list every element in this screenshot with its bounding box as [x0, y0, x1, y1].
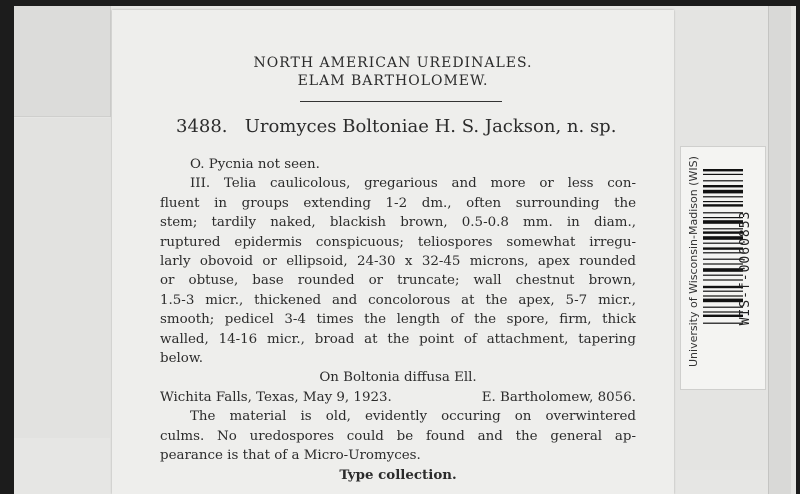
- barcode-bar: [703, 247, 743, 249]
- description-line: 1.5-3 micr., thickened and concolorous at the apex, 5-7 micr.,: [160, 292, 636, 308]
- remark-line: pearance is that of a Micro-Uromyces.: [160, 448, 421, 464]
- barcode-bar: [703, 252, 743, 253]
- description-line: below.: [160, 351, 203, 367]
- specimen-label: [112, 10, 674, 494]
- barcode-bar: [703, 201, 743, 202]
- barcode-image: [703, 169, 743, 365]
- barcode-bar: [703, 185, 743, 187]
- catalog-code: WIS-f-0060853: [738, 210, 753, 326]
- barcode-bar: [703, 286, 743, 288]
- barcode-bar: [703, 263, 743, 264]
- barcode-bar: [703, 196, 743, 197]
- envelope-flap: [14, 6, 111, 117]
- barcode-bar: [703, 169, 743, 171]
- collection-row: [160, 388, 636, 407]
- institution-text: University of Wisconsin-Madison (WIS): [687, 156, 700, 367]
- barcode-sticker: [680, 146, 766, 390]
- remarks: [160, 407, 636, 465]
- barcode-bar: [703, 174, 743, 175]
- description-line: fluent in groups extending 1-2 dm., often surrounding the: [160, 195, 636, 211]
- locality-date: Wichita Falls, Texas, May 9, 1923.: [160, 389, 392, 405]
- barcode-bar: [703, 243, 743, 244]
- description-line: stem; tardily naked, blackish brown, 0.5-0.8 mm. in diam.,: [160, 215, 636, 231]
- barcode-bar: [703, 180, 743, 181]
- barcode-bar: [703, 259, 743, 260]
- description-line: ruptured epidermis conspicuous; teliospores somewhat irregu-: [160, 234, 636, 250]
- remark-line: culms. No uredospores could be found and the general ap-: [160, 428, 636, 444]
- description-line: or obtuse, base rounded or truncate; wall chestnut brown,: [160, 273, 636, 289]
- barcode-bar: [703, 190, 743, 194]
- barcode-bar: [703, 228, 743, 229]
- envelope-edge: [768, 6, 791, 494]
- remark-line: The material is old, evidently occuring on overwintered: [190, 409, 636, 425]
- header-rule: [300, 101, 502, 102]
- species-title: 3488. Uromyces Boltoniae H. S. Jackson, n. sp.: [176, 116, 617, 137]
- barcode-bar: [703, 315, 743, 317]
- barcode-bar: [703, 295, 743, 296]
- barcode-bar: [703, 275, 743, 276]
- host-line: On Boltonia diffusa Ell.: [319, 370, 477, 386]
- description-line: III. Telia caulicolous, gregarious and more or less con-: [190, 176, 636, 192]
- barcode-bar: [703, 268, 743, 272]
- barcode-bar: [703, 311, 743, 312]
- barcode-bar: [703, 323, 743, 324]
- telia-description: [160, 174, 636, 368]
- barcode-bar: [703, 236, 743, 240]
- type-collection-label: Type collection.: [339, 466, 457, 483]
- pycnia-note: O. Pycnia not seen.: [190, 157, 320, 172]
- barcode-bar: [703, 212, 743, 213]
- description-body: [160, 155, 636, 485]
- collector-name-header: ELAM BARTHOLOMEW.: [297, 73, 489, 89]
- series-title: NORTH AMERICAN UREDINALES.: [253, 55, 533, 71]
- description-line: walled, 14-16 micr., broad at the point of attachment, tapering: [160, 331, 636, 347]
- barcode-bar: [703, 307, 743, 308]
- barcode-bar: [703, 204, 743, 206]
- description-line: larly obovoid or ellipsoid, 24-30 x 32-45 microns, apex rounded: [160, 254, 636, 270]
- barcode-bar: [703, 231, 743, 233]
- description-line: smooth; pedicel 3-4 times the length of the spore, firm, thick: [160, 312, 636, 328]
- barcode-bar: [703, 220, 743, 224]
- barcode-bar: [703, 299, 743, 303]
- barcode-bar: [703, 291, 743, 292]
- envelope-lower-panel: [14, 118, 110, 438]
- barcode-bar: [703, 279, 743, 280]
- barcode-bar: [703, 217, 743, 218]
- collector-number: E. Bartholomew, 8056.: [481, 389, 636, 405]
